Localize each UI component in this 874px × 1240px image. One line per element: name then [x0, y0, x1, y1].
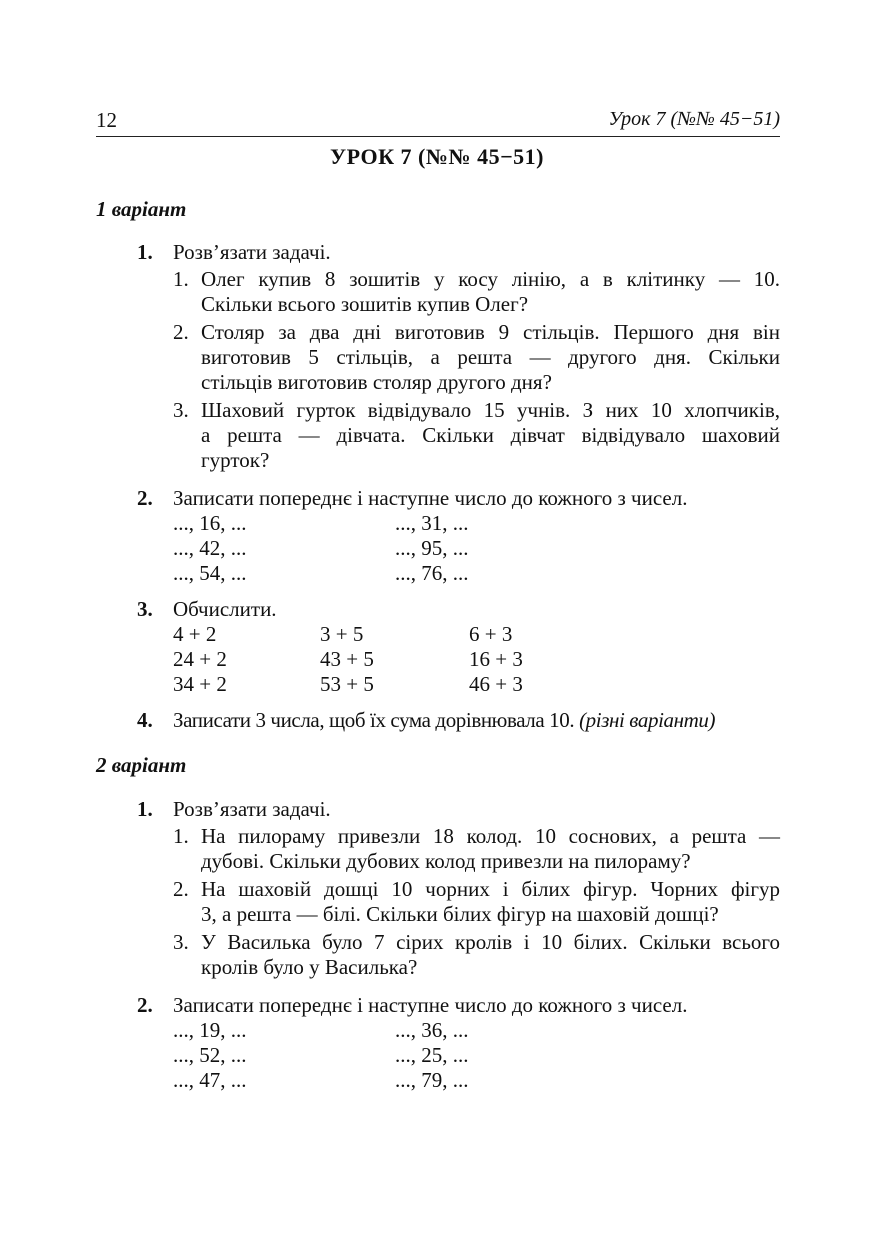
- expression: 34 + 2: [173, 672, 227, 696]
- running-header: [96, 104, 780, 137]
- sequence-item: ..., 52, ...: [173, 1043, 247, 1067]
- task-text: Розв’язати задачі.: [173, 240, 331, 264]
- task-number: 1.: [137, 240, 153, 264]
- expression: 53 + 5: [320, 672, 374, 696]
- problem-line: дубові. Скільки дубових колод привезли на пилораму?: [201, 849, 691, 873]
- sequence-item: ..., 79, ...: [395, 1068, 469, 1092]
- sequence-item: ..., 31, ...: [395, 511, 469, 535]
- problem-line: 3, а решта — білі. Скільки білих фігур на шаховій дошці?: [201, 902, 719, 926]
- problem-line: а решта — дівчата. Скільки дівчат відвідувало шаховий: [201, 423, 780, 447]
- task-number: 4.: [137, 708, 153, 732]
- problem-line: Скільки всього зошитів купив Олег?: [201, 292, 529, 316]
- sequence-item: ..., 16, ...: [173, 511, 247, 535]
- expression: 24 + 2: [173, 647, 227, 671]
- task-number: 1.: [137, 797, 153, 821]
- problem-number: 1.: [173, 824, 189, 848]
- lesson-title: УРОК 7 (№№ 45−51): [330, 144, 544, 169]
- problem-number: 3.: [173, 930, 189, 954]
- sequence-item: ..., 76, ...: [395, 561, 469, 585]
- task-text: Записати попереднє і наступне число до кожного з чисел.: [173, 993, 688, 1017]
- problem-number: 2.: [173, 320, 189, 344]
- task-number: 3.: [137, 597, 153, 621]
- task-number: 2.: [137, 993, 153, 1017]
- task-number: 2.: [137, 486, 153, 510]
- problem-line: кролів було у Василька?: [201, 955, 418, 979]
- problem-line: Олег купив 8 зошитів у косу лінію, а в клітинку — 10.: [201, 267, 780, 291]
- expression: 46 + 3: [469, 672, 523, 696]
- sequence-item: ..., 25, ...: [395, 1043, 469, 1067]
- task-text: [173, 708, 715, 733]
- task-text: Обчислити.: [173, 597, 277, 621]
- problem-number: 1.: [173, 267, 189, 291]
- problem-line: На шаховій дошці 10 чорних і білих фігур. Чорних фігур: [201, 877, 780, 901]
- page-number: 12: [96, 108, 117, 132]
- expression: 3 + 5: [320, 622, 364, 646]
- sequence-item: ..., 36, ...: [395, 1018, 469, 1042]
- variant-1-heading: 1 варіант: [96, 197, 187, 221]
- task-note: (різні варіанти): [579, 708, 716, 732]
- sequence-item: ..., 42, ...: [173, 536, 247, 560]
- variant-2-heading: 2 варіант: [96, 753, 187, 777]
- expression: 43 + 5: [320, 647, 374, 671]
- running-title: Урок 7 (№№ 45−51): [608, 108, 780, 130]
- task-text: Розв’язати задачі.: [173, 797, 331, 821]
- sequence-item: ..., 95, ...: [395, 536, 469, 560]
- expression: 6 + 3: [469, 622, 513, 646]
- problem-number: 3.: [173, 398, 189, 422]
- problem-line: На пилораму привезли 18 колод. 10 соснових, а решта —: [201, 824, 780, 848]
- problem-line: Шаховий гурток відвідувало 15 учнів. З них 10 хлопчиків,: [201, 398, 780, 422]
- sequence-item: ..., 54, ...: [173, 561, 247, 585]
- expression: 4 + 2: [173, 622, 217, 646]
- problem-line: Столяр за два дні виготовив 9 стільців. Першого дня він: [201, 320, 780, 344]
- problem-line: виготовив 5 стільців, а решта — другого дня. Скільки: [201, 345, 780, 369]
- problem-number: 2.: [173, 877, 189, 901]
- problem-line: стільців виготовив столяр другого дня?: [201, 370, 552, 394]
- problem-line: У Василька було 7 сірих кролів і 10 білих. Скільки всього: [201, 930, 780, 954]
- sequence-item: ..., 47, ...: [173, 1068, 247, 1092]
- task-text-main: Записати 3 числа, щоб їх сума дорівнювала 10.: [173, 708, 575, 732]
- task-text: Записати попереднє і наступне число до кожного з чисел.: [173, 486, 688, 510]
- sequence-item: ..., 19, ...: [173, 1018, 247, 1042]
- expression: 16 + 3: [469, 647, 523, 671]
- problem-line: гурток?: [201, 448, 270, 472]
